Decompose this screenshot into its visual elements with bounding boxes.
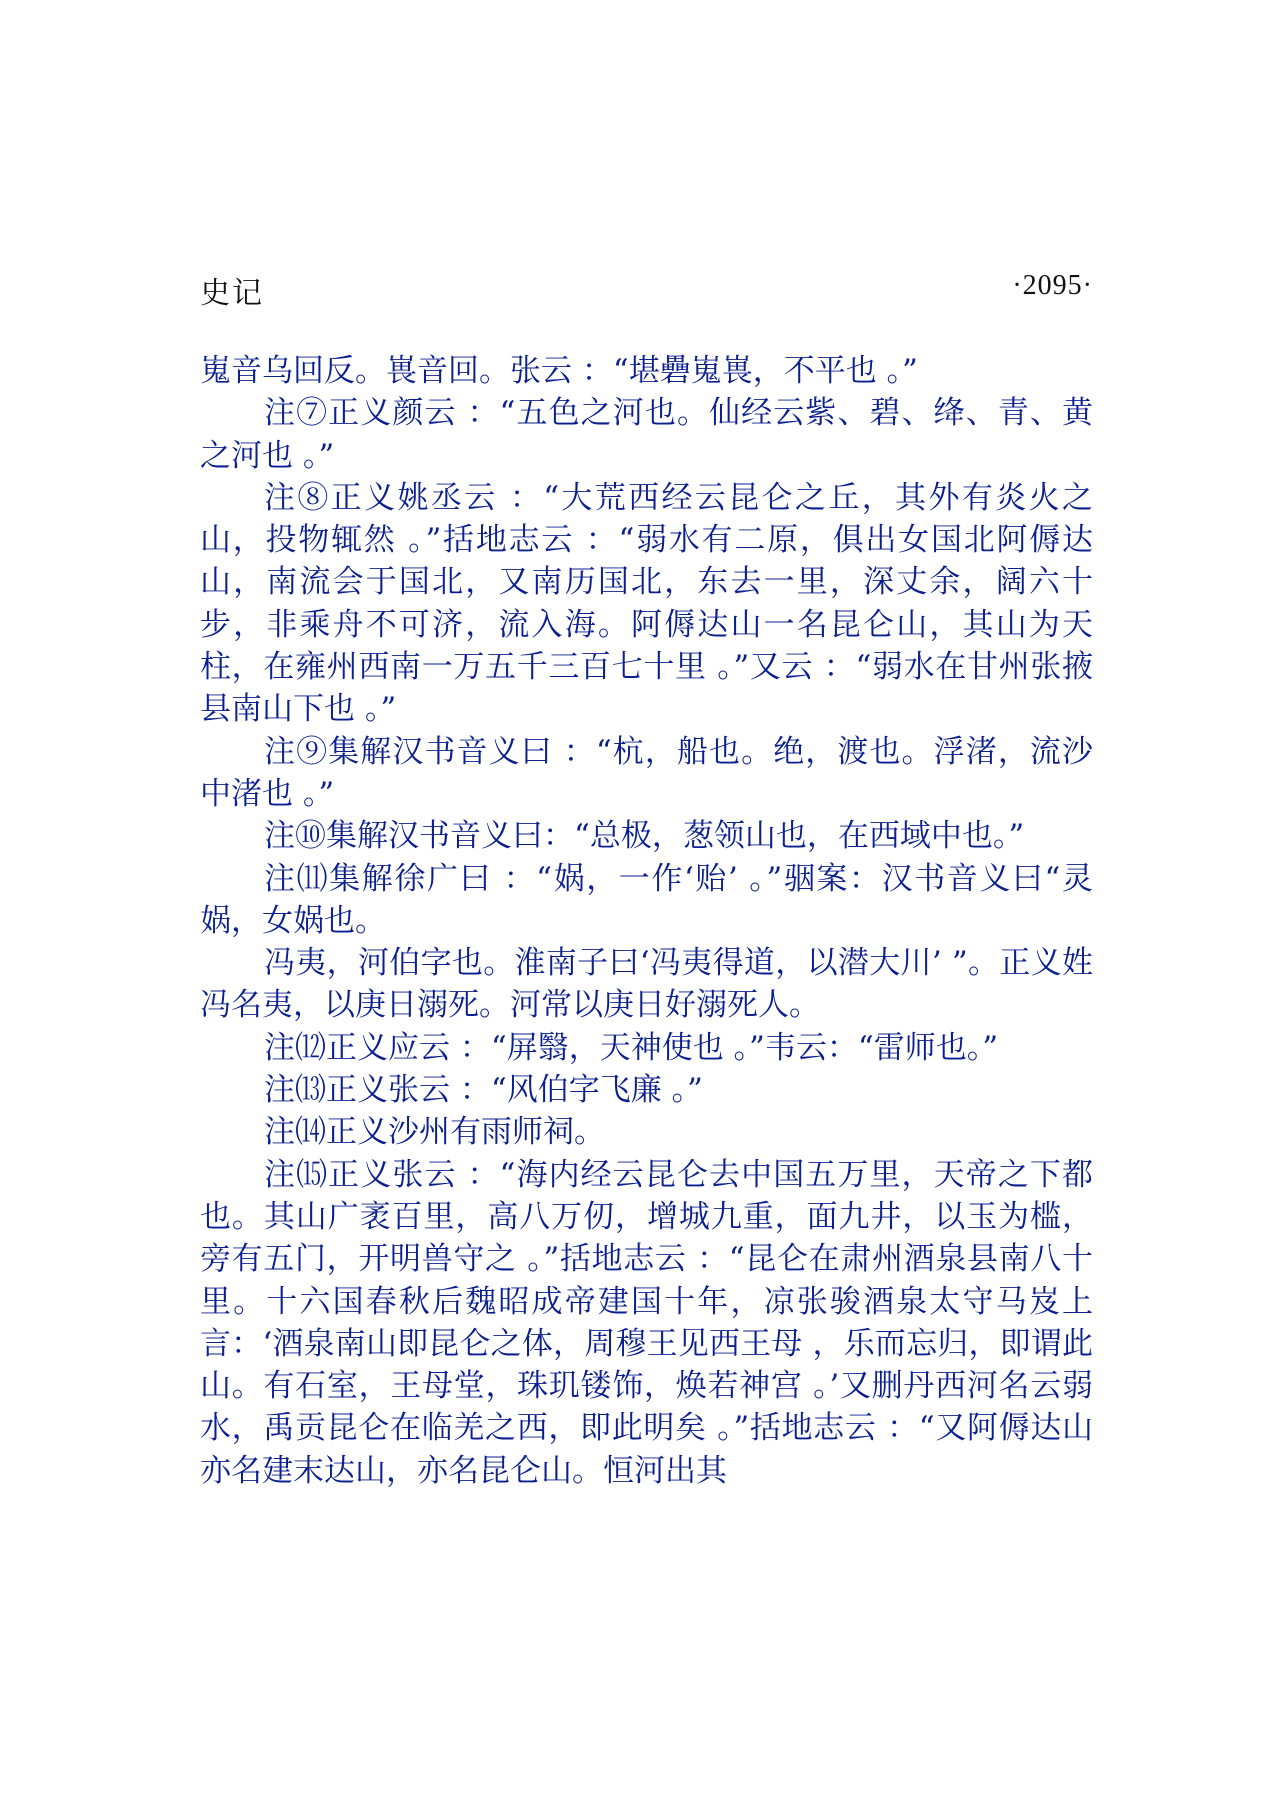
page-header xyxy=(200,268,1093,311)
note-13-paragraph: 注⒀正义张云 ：“风伯字飞廉 。” xyxy=(264,1072,703,1109)
note-8-paragraph: 注⑧正义姚丞云 ：“大荒西经云昆仑之丘，其外有炎火之山，投物辄然 。”括地志云 ：“弱水有二原，俱出女国北阿傉达山，南流会于国北，又南历国北，东去一里，深丈余，阔六十步，非乘舟不可济，流入海。阿傉达山一名昆仑山，其山为天柱，在雍州西南一万五千三百七十里 。”又云 ：“弱水在甘州张掖县南山下也 。” xyxy=(200,479,1093,728)
note-11-paragraph: 注⑾集解徐广曰 ：“娲，一作‘贻’ 。”骃案：汉书音义曰“灵娲，女娲也。 xyxy=(200,860,1093,939)
paragraph-continuation: 嵬音乌回反。嵔音回。张云 ：“堪礨嵬嵔，不平也 。” xyxy=(200,353,918,389)
note-15-paragraph: 注⒂正义张云 ：“海内经云昆仑去中国五万里，天帝之下都也。其山广袤百里，高八万仞，增城九重，面九井，以玉为槛，旁有五门，开明兽守之 。”括地志云 ：“昆仑在肃州酒泉县南八十里。十六国春秋后魏昭成帝建国十年，凉张骏酒泉太守马岌上言：‘酒泉南山即昆仑之体，周穆王见西王母 ，乐而忘归，即谓此山。有石室，王母堂，珠玑镂饰，焕若神宫 。’又删丹西河名云弱水，禹贡昆仑在临羌之西，即此明矣 。”括地志云 ：“又阿傉达山亦名建末达山，亦名昆仑山。恒河出其 xyxy=(200,1156,1093,1489)
note-11-continuation-paragraph: 冯夷，河伯字也。淮南子曰‘冯夷得道，以潜大川’ ”。正义姓冯名夷，以庚日溺死。河常以庚日好溺死人。 xyxy=(200,945,1093,1024)
note-12-paragraph: 注⑿正义应云 ：“屏翳，天神使也 。”韦云：“雷师也。” xyxy=(264,1029,999,1066)
annotation-text-body xyxy=(200,350,1093,1492)
note-9-paragraph: 注⑨集解汉书音义曰 ：“杭，船也。绝，渡也。浮渚，流沙中渚也 。” xyxy=(200,733,1093,812)
note-7-paragraph: 注⑦正义颜云 ：“五色之河也。仙经云紫、碧、绛、青、黄之河也 。” xyxy=(200,395,1093,474)
note-10-paragraph: 注⑩集解汉书音义曰：“总极，葱领山也，在西域中也。” xyxy=(264,818,1025,855)
note-14-paragraph: 注⒁正义沙州有雨师祠。 xyxy=(264,1114,605,1151)
page-number: ·2095· xyxy=(1012,270,1093,301)
book-title: 史记 xyxy=(200,276,264,311)
